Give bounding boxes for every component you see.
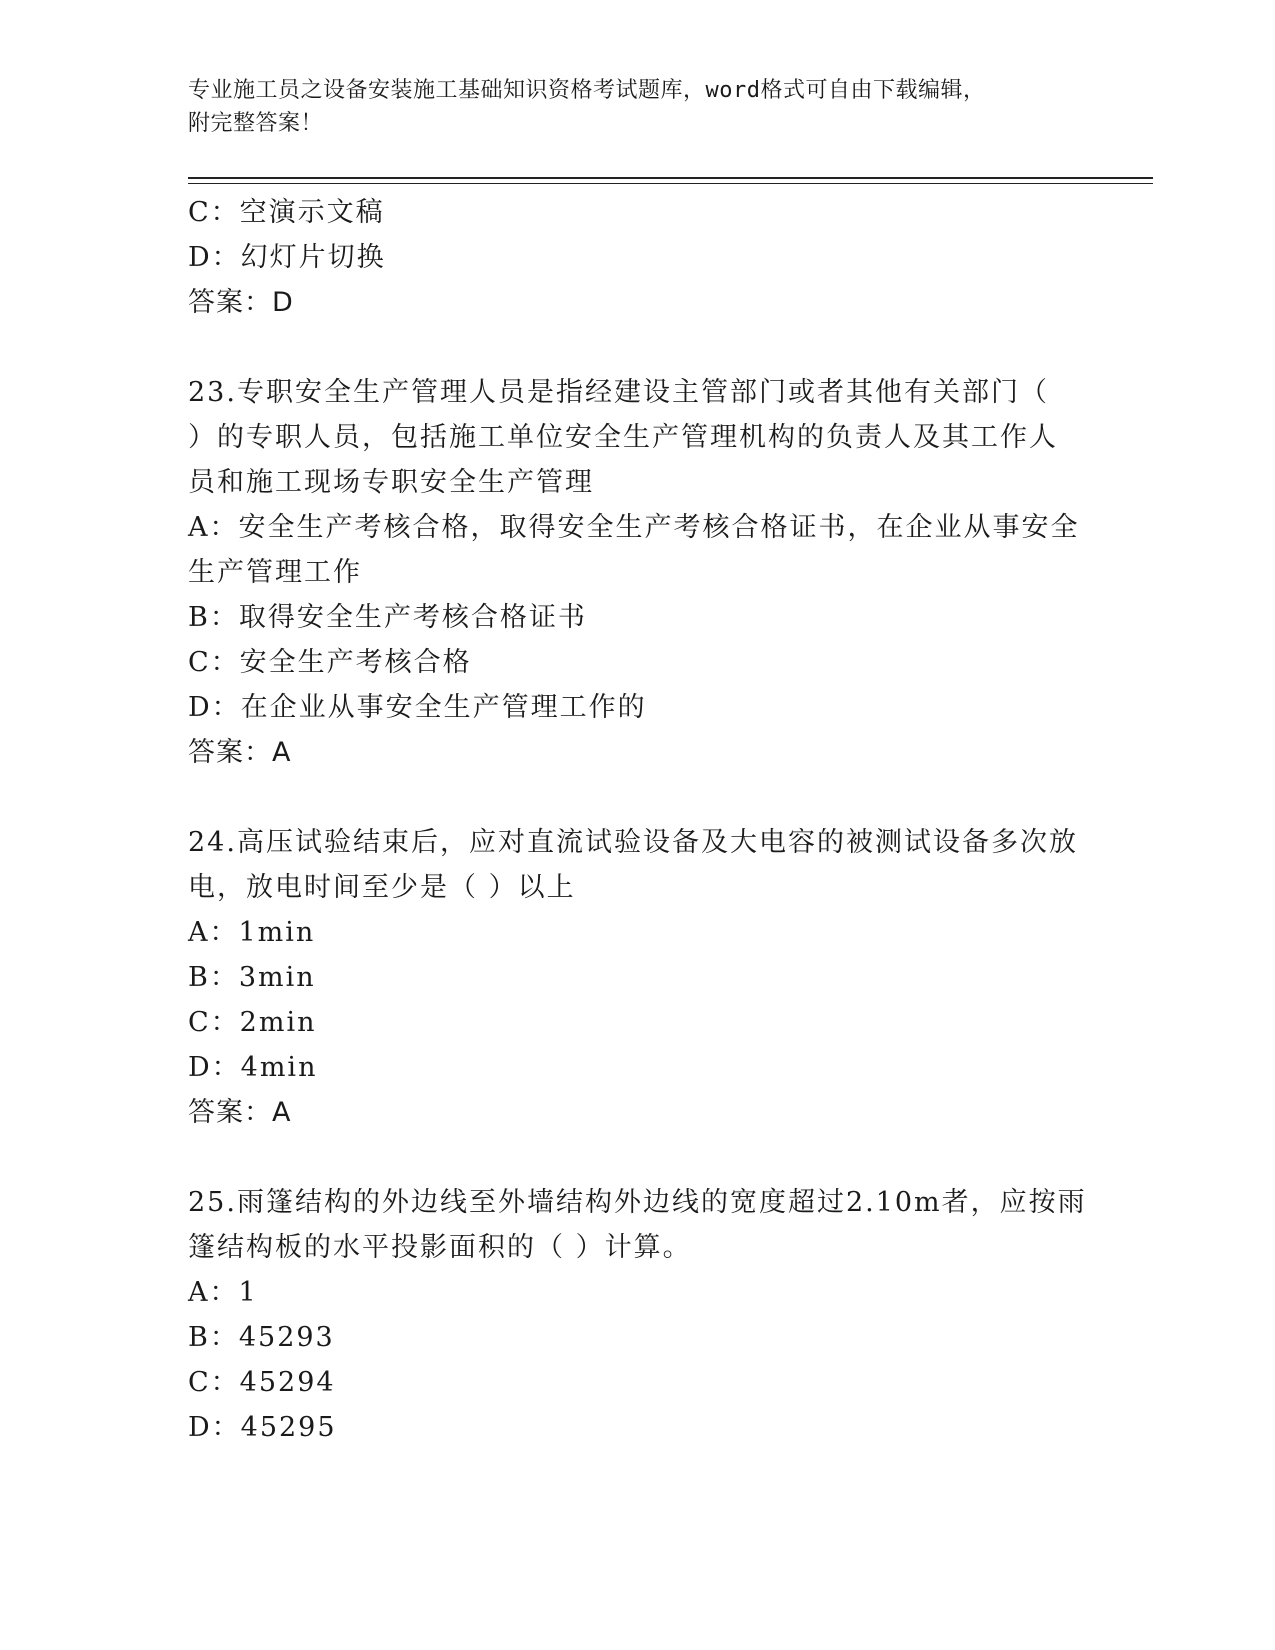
header-line-1: 专业施工员之设备安装施工基础知识资格考试题库，word格式可自由下载编辑， — [188, 78, 986, 103]
option-a: A：安全生产考核合格，取得安全生产考核合格证书，在企业从事安全 — [188, 512, 1080, 543]
question-23 — [188, 370, 1088, 775]
previous-question — [188, 190, 1088, 325]
question-stem-line: ）的专职人员，包括施工单位安全生产管理机构的负责人及其工作人 — [188, 422, 1058, 453]
question-stem-line: 电，放电时间至少是（ ）以上 — [188, 872, 576, 903]
question-spacer — [188, 775, 1088, 820]
question-stem-line: 篷结构板的水平投影面积的（ ）计算。 — [188, 1232, 692, 1263]
option-b: B：3min — [188, 962, 316, 993]
option-c: C：安全生产考核合格 — [188, 647, 472, 678]
option-d: D：幻灯片切换 — [188, 242, 386, 273]
option-a: A：1 — [188, 1277, 258, 1308]
question-25 — [188, 1180, 1088, 1450]
option-d: D：4min — [188, 1052, 318, 1083]
document-body — [188, 190, 1088, 1450]
option-a: A：1min — [188, 917, 316, 948]
question-spacer — [188, 1135, 1088, 1180]
question-stem-line: 25.雨篷结构的外边线至外墙结构外边线的宽度超过2.10m者，应按雨 — [188, 1187, 1087, 1218]
option-d: D：在企业从事安全生产管理工作的 — [188, 692, 647, 723]
question-stem-line: 23.专职安全生产管理人员是指经建设主管部门或者其他有关部门（ — [188, 377, 1049, 408]
question-spacer — [188, 325, 1088, 370]
option-c: C：空演示文稿 — [188, 197, 385, 228]
option-b: B：取得安全生产考核合格证书 — [188, 602, 587, 633]
answer-line: 答案：D — [188, 287, 294, 318]
question-24 — [188, 820, 1088, 1135]
question-stem-line: 员和施工现场专职安全生产管理 — [188, 467, 594, 498]
document-header — [188, 74, 1068, 140]
header-divider-thin — [188, 183, 1153, 184]
option-a-continued: 生产管理工作 — [188, 557, 362, 588]
answer-line: 答案：A — [188, 1097, 292, 1128]
option-c: C：45294 — [188, 1367, 336, 1398]
answer-line: 答案：A — [188, 737, 292, 768]
option-b: B：45293 — [188, 1322, 335, 1353]
question-stem-line: 24.高压试验结束后，应对直流试验设备及大电容的被测试设备多次放 — [188, 827, 1078, 858]
header-line-2: 附完整答案！ — [188, 111, 324, 136]
option-d: D：45295 — [188, 1412, 337, 1443]
option-c: C：2min — [188, 1007, 317, 1038]
header-divider-thick — [188, 177, 1153, 179]
